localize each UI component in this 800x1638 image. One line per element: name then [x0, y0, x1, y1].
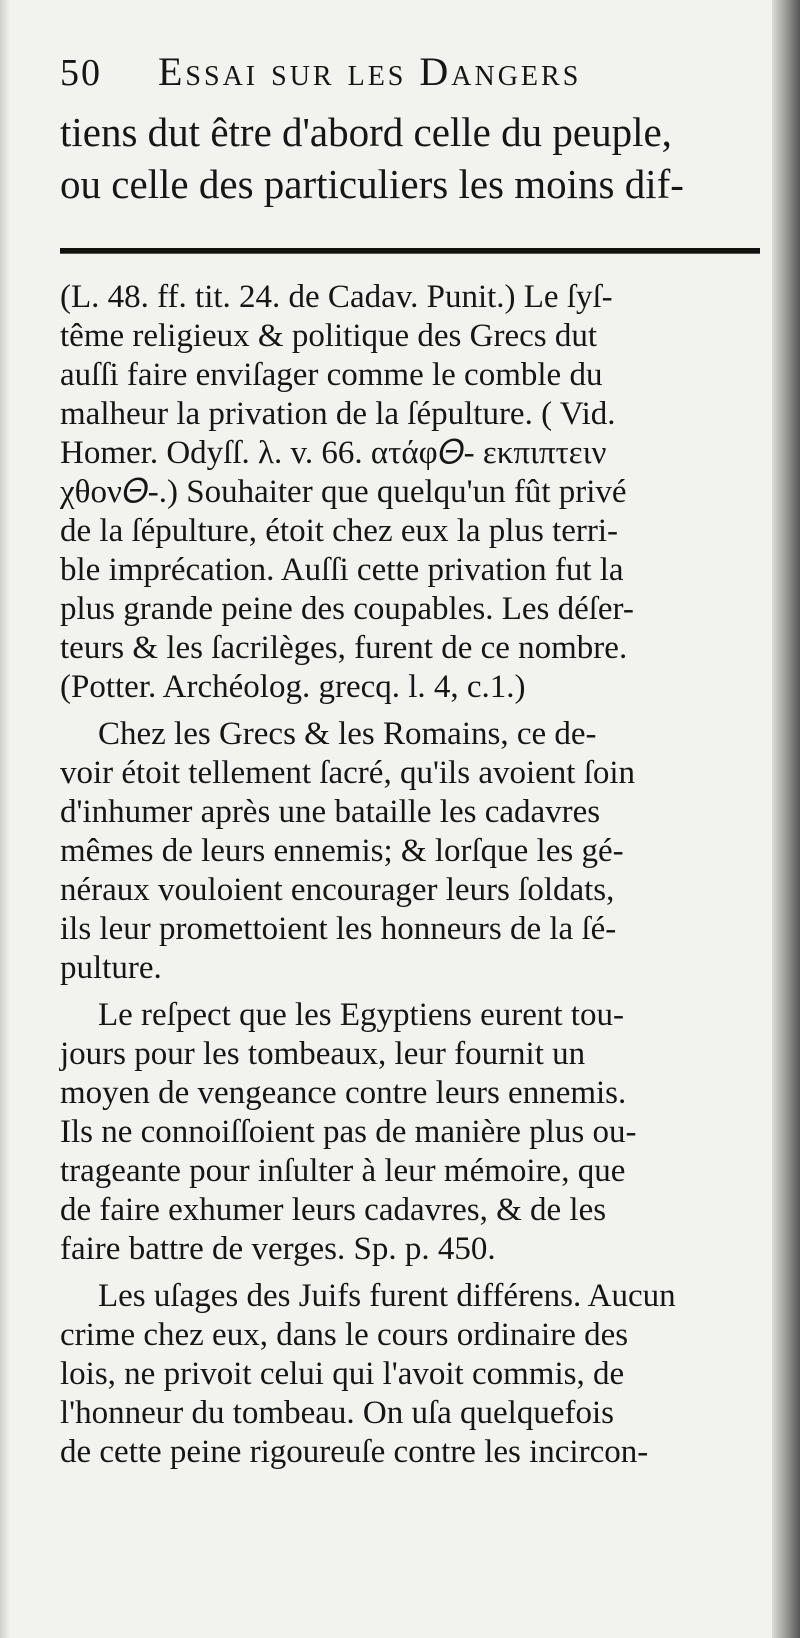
paragraph-line: lois, ne privoit celui qui l'avoit commis, de — [60, 1356, 625, 1392]
paragraph-line: voir étoit tellement ſacré, qu'ils avoient ſoin — [60, 755, 636, 791]
paragraph-line: néraux vouloient encourager leurs ſoldats, — [60, 872, 615, 908]
footnote-line: malheur la privation de la ſépulture. ( Vid. — [60, 396, 616, 432]
page-number: 50 — [60, 52, 102, 94]
paragraph-line: Le reſpect que les Egyptiens eurent tou- — [98, 997, 624, 1033]
paragraph-line: Ils ne connoiſſoient pas de manière plus ou- — [60, 1114, 637, 1150]
footnote-line: plus grande peine des coupables. Les déſer- — [60, 591, 634, 627]
page-edge-shadow — [772, 0, 800, 1638]
page-header — [60, 48, 760, 106]
paragraph-line: Chez les Grecs & les Romains, ce de- — [98, 716, 597, 752]
paragraph-line: moyen de vengeance contre leurs ennemis. — [60, 1075, 627, 1111]
book-page — [60, 48, 760, 1472]
footnote-line: teurs & les ſacrilèges, furent de ce nombre. — [60, 630, 628, 666]
footnote-line: Homer. Odyſſ. λ. v. 66. ατάφ𝛩- εκπιπτειν — [60, 435, 607, 471]
footnote-line: auſſi faire enviſager comme le comble du — [60, 357, 603, 393]
paragraph-line: mêmes de leurs ennemis; & lorſque les gé- — [60, 833, 624, 869]
paragraph-line: de cette peine rigoureuſe contre les incircon- — [60, 1434, 649, 1470]
footnote-line: tême religieux & politique des Grecs dut — [60, 318, 598, 354]
paragraph-line: de faire exhumer leurs cadavres, & de les — [60, 1192, 607, 1228]
paragraph-line: trageante pour inſulter à leur mémoire, que — [60, 1153, 626, 1189]
footnote — [60, 278, 760, 707]
text-line: tiens dut être d'abord celle du peuple, — [60, 109, 672, 155]
footnote-line: (L. 48. ff. tit. 24. de Cadav. Punit.) Le ſyſ- — [60, 279, 613, 315]
footnote-rule — [60, 248, 760, 254]
paragraph-line: crime chez eux, dans le cours ordinaire des — [60, 1317, 629, 1353]
footnote-line: χθον𝛩-.) Souhaiter que quelqu'un fût privé — [60, 474, 627, 510]
paragraph-line: pulture. — [60, 950, 162, 986]
page-edge-left — [0, 0, 10, 1638]
paragraph-line: faire battre de verges. Sp. p. 450. — [60, 1231, 496, 1267]
paragraph-line: Les uſages des Juifs furent différens. Aucun — [98, 1278, 676, 1314]
running-head: Essai sur les Dangers — [158, 49, 582, 94]
footnote-line: ble imprécation. Auſſi cette privation fut la — [60, 552, 624, 588]
text-line: ou celle des particuliers les moins dif- — [60, 161, 684, 207]
paragraph-grecs-romains — [60, 715, 760, 988]
paragraph-line: jours pour les tombeaux, leur fournit un — [60, 1036, 586, 1072]
paragraph-egyptiens — [60, 996, 760, 1269]
paragraph-juifs — [60, 1277, 760, 1472]
paragraph-line: ils leur promettoient les honneurs de la ſé- — [60, 911, 617, 947]
footnote-line: de la ſépulture, étoit chez eux la plus terri- — [60, 513, 619, 549]
paragraph-line: l'honneur du tombeau. On uſa quelquefois — [60, 1395, 614, 1431]
paragraph-line: d'inhumer après une bataille les cadavres — [60, 794, 601, 830]
footnote-line: (Potter. Archéolog. grecq. l. 4, c.1.) — [60, 669, 526, 705]
continuation-text — [60, 106, 760, 210]
